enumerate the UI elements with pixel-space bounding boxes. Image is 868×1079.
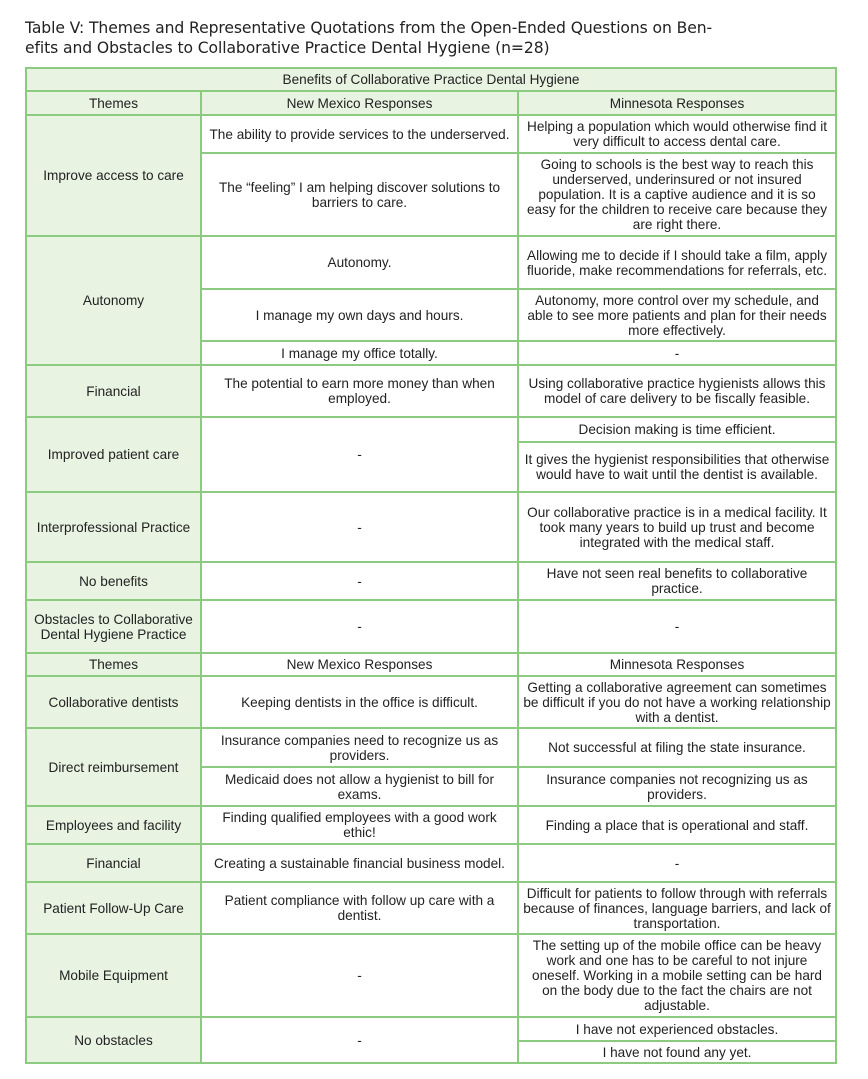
- mn-response-cell: Difficult for patients to follow through with referrals because of finances, language barriers, and lack of transportation.: [518, 882, 836, 934]
- nm-response-cell: -: [201, 600, 518, 653]
- theme-cell: Mobile Equipment: [26, 934, 201, 1017]
- column-header-minnesota: Minnesota Responses: [518, 91, 836, 115]
- table-row: [26, 1017, 836, 1041]
- nm-response-cell: Autonomy.: [201, 236, 518, 289]
- column-header-themes: Themes: [26, 91, 201, 115]
- table-row: [26, 365, 836, 417]
- column-header-themes: Themes: [26, 653, 201, 676]
- theme-cell: No benefits: [26, 562, 201, 600]
- mn-response-cell: -: [518, 600, 836, 653]
- mn-response-cell: -: [518, 341, 836, 365]
- mn-response-cell: Going to schools is the best way to reach this underserved, underinsured or not insured population. It is a captive audience and it is so easy for the children to receive care because they are right there.: [518, 153, 836, 236]
- nm-response-cell: I manage my office totally.: [201, 341, 518, 365]
- table-row: [26, 844, 836, 882]
- table-title-line-2: efits and Obstacles to Collaborative Practice Dental Hygiene (n=28): [25, 39, 550, 57]
- mn-response-cell: Allowing me to decide if I should take a film, apply fluoride, make recommendations for referrals, etc.: [518, 236, 836, 289]
- theme-cell: Patient Follow-Up Care: [26, 882, 201, 934]
- column-header-new-mexico: New Mexico Responses: [201, 91, 518, 115]
- theme-cell: Collaborative dentists: [26, 676, 201, 728]
- mn-response-cell: Using collaborative practice hygienists allows this model of care delivery to be fiscally feasible.: [518, 365, 836, 417]
- mn-response-cell: I have not found any yet.: [518, 1041, 836, 1063]
- nm-response-cell: I manage my own days and hours.: [201, 289, 518, 341]
- table-row: [26, 562, 836, 600]
- mn-response-cell: I have not experienced obstacles.: [518, 1017, 836, 1041]
- themes-table: [25, 67, 837, 1064]
- mn-response-cell: The setting up of the mobile office can be heavy work and one has to be careful to not injure oneself. Working in a mobile setting can be hard on the body due to the fact the chairs are not adjustable.: [518, 934, 836, 1017]
- mn-response-cell: Decision making is time efficient.: [518, 417, 836, 442]
- nm-response-cell: The “feeling” I am helping discover solutions to barriers to care.: [201, 153, 518, 236]
- obstacles-section-row: [26, 600, 836, 653]
- mn-response-cell: Insurance companies not recognizing us as providers.: [518, 767, 836, 806]
- column-header-row: [26, 653, 836, 676]
- column-header-new-mexico: New Mexico Responses: [201, 653, 518, 676]
- mn-response-cell: Have not seen real benefits to collaborative practice.: [518, 562, 836, 600]
- mn-response-cell: Helping a population which would otherwise find it very difficult to access dental care.: [518, 115, 836, 153]
- theme-cell: Improve access to care: [26, 115, 201, 236]
- table-row: [26, 115, 836, 153]
- theme-cell: Improved patient care: [26, 417, 201, 492]
- nm-response-cell: Patient compliance with follow up care with a dentist.: [201, 882, 518, 934]
- mn-response-cell: Autonomy, more control over my schedule, and able to see more patients and plan for their needs more effectively.: [518, 289, 836, 341]
- column-header-minnesota: Minnesota Responses: [518, 653, 836, 676]
- theme-cell: Financial: [26, 844, 201, 882]
- table-row: [26, 236, 836, 289]
- mn-response-cell: Getting a collaborative agreement can sometimes be difficult if you do not have a working relationship with a dentist.: [518, 676, 836, 728]
- nm-response-cell: Insurance companies need to recognize us as providers.: [201, 728, 518, 767]
- nm-response-cell: -: [201, 562, 518, 600]
- nm-response-cell: -: [201, 417, 518, 492]
- table-row: [26, 934, 836, 1017]
- mn-response-cell: Our collaborative practice is in a medical facility. It took many years to build up trust and become integrated with the medical staff.: [518, 492, 836, 562]
- mn-response-cell: -: [518, 844, 836, 882]
- benefits-section-header: Benefits of Collaborative Practice Dental Hygiene: [26, 68, 836, 91]
- nm-response-cell: -: [201, 492, 518, 562]
- nm-response-cell: Keeping dentists in the office is difficult.: [201, 676, 518, 728]
- section-header-row: [26, 68, 836, 91]
- table-title: [25, 18, 845, 58]
- nm-response-cell: The ability to provide services to the underserved.: [201, 115, 518, 153]
- table-row: [26, 417, 836, 442]
- theme-cell: Employees and facility: [26, 806, 201, 844]
- table-row: [26, 728, 836, 767]
- mn-response-cell: Finding a place that is operational and staff.: [518, 806, 836, 844]
- theme-cell: No obstacles: [26, 1017, 201, 1063]
- theme-cell: Direct reimbursement: [26, 728, 201, 806]
- table-row: [26, 676, 836, 728]
- table-row: [26, 882, 836, 934]
- column-header-row: [26, 91, 836, 115]
- theme-cell: Financial: [26, 365, 201, 417]
- nm-response-cell: Medicaid does not allow a hygienist to bill for exams.: [201, 767, 518, 806]
- mn-response-cell: Not successful at filing the state insurance.: [518, 728, 836, 767]
- theme-cell: Autonomy: [26, 236, 201, 365]
- obstacles-section-header: Obstacles to Collaborative Dental Hygiene Practice: [26, 600, 201, 653]
- nm-response-cell: -: [201, 1017, 518, 1063]
- mn-response-cell: It gives the hygienist responsibilities that otherwise would have to wait until the dentist is available.: [518, 442, 836, 492]
- nm-response-cell: Creating a sustainable financial business model.: [201, 844, 518, 882]
- nm-response-cell: -: [201, 934, 518, 1017]
- theme-cell: Interprofessional Practice: [26, 492, 201, 562]
- table-title-line-1: Table V: Themes and Representative Quotations from the Open-Ended Questions on Ben-: [25, 19, 713, 37]
- table-row: [26, 806, 836, 844]
- nm-response-cell: Finding qualified employees with a good work ethic!: [201, 806, 518, 844]
- table-row: [26, 492, 836, 562]
- nm-response-cell: The potential to earn more money than when employed.: [201, 365, 518, 417]
